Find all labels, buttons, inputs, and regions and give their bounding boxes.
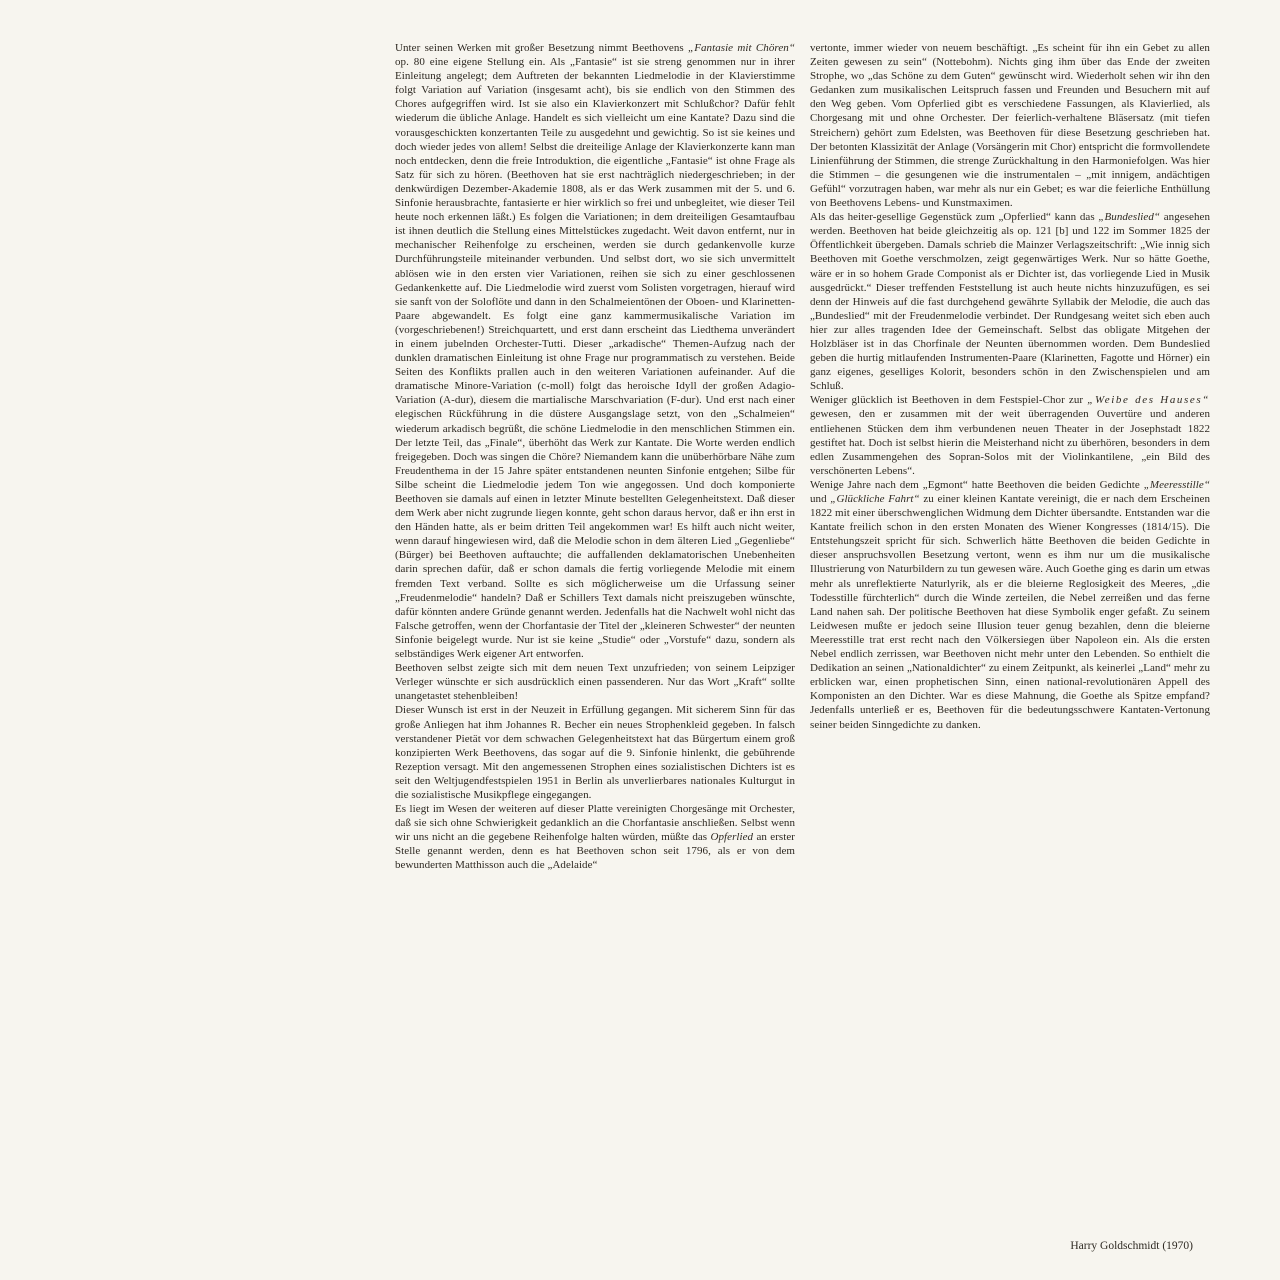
paragraph: Wenige Jahre nach dem „Egmont“ hatte Beethoven die beiden Gedichte „Meeresstille“ und „Glückliche Fahrt“ zu einer kleinen Kantate vereinigt, die er nach dem Erscheinen 1822 mit einer überschwenglichen Widmung dem Dichter übersandte. Entstanden war die Kantate freilich schon in den ersten Monaten des Wiener Kongresses (1814/15). Die Entstehungszeit spricht für sich. Schwerlich hätte Beethoven die beiden Gedichte in dieser anspruchsvollen Besetzung vertont, wenn es ihm nur um die musikalische Illustrierung von Naturbildern zu tun gewesen wäre. Auch Goethe ging es darin um etwas mehr als unreflektierte Naturlyrik, als er die bleierne Reglosigkeit des Meeres, „die Todesstille fürchterlich“ durch die Winde zerteilen, die Nebel zerreißen und das ferne Land nahen sah. Der politische Beethoven hat diese Symbolik enger gefaßt. Zu seinem Leidwesen mußte er jedoch seine Illusion teuer genug bezahlen, denn die bleierne Meeresstille trat erst recht nach den Völkersiegen über Napoleon ein. Als die ersten Nebel endlich zerrissen, war Beethoven nicht mehr unter den Lebenden. So enthielt die Dedikation an seinen „Nationaldichter“ zu einem Zeitpunkt, als keinerlei „Land“ mehr zu erblicken war, einen prophetischen Sinn, einen national-revolutionären Appell des Komponisten an den Dichter. War es diese Mahnung, die Goethe als Spitze empfand? Jedenfalls unterließ er es, Beethoven für die bedeutungsschwere Kantaten-Vertonung seiner beiden Sinngedichte zu danken. xyxy=(810,478,1210,731)
italic-text: „Meeresstille“ xyxy=(1143,478,1210,491)
italic-text: Opferlied xyxy=(710,831,754,844)
paragraph: Es liegt im Wesen der weiteren auf dieser Platte vereinigten Chorgesänge mit Orchester, daß sie sich ohne Schwierigkeit gedanklich an die Chorfantasie anschließen. Selbst wenn wir uns nicht an die gegebene Reihenfolge halten würden, müßte das Opferlied an erster Stelle genannt werden, denn es hat Beethoven schon seit 1796, als er von dem bewunderten Matthisson auch die „Adelaide“ xyxy=(395,803,796,872)
left-column xyxy=(395,41,795,873)
right-column xyxy=(810,41,1210,732)
paragraph: vertonte, immer wieder von neuem beschäftigt. „Es scheint für ihn ein Gebet zu allen Zeiten gewesen zu sein“ (Nottebohm). Nichts ging ihm über das Ende der zweiten Strophe, wo „das Schöne zu dem Guten“ gewünscht wird. Wiederholt sehen wir ihn den Gedanken zum musikalischen Leitspruch fassen und Freunden und Besuchern mit auf den Weg geben. Vom Opferlied gibt es verschiedene Fassungen, als Klavierlied, als Chorgesang mit und ohne Orchester. Der feierlich-verhaltene Bläsersatz (mit tiefen Streichern) gehört zum Edelsten, was Beethoven für diese Besetzung geschrieben hat. Der betonten Klassizität der Anlage (Vorsängerin mit Chor) entspricht die formvollendete Linienführung der Stimmen, die strenge Zurückhaltung in den Harmoniefolgen. Was hier die Stimmen – die gesungenen wie die instrumentalen – „mit innigem, andächtigen Gefühl“ vorzutragen haben, war mehr als nur ein Gebet; es war die feierliche Enthüllung von Beethovens Lebens- und Kunstmaximen. xyxy=(810,42,1210,210)
paragraph: Beethoven selbst zeigte sich mit dem neuen Text unzufrieden; von seinem Leipziger Verleger wünschte er sich ausdrücklich einen passenderen. Nur das Wort „Kraft“ sollte unangetastet stehenbleiben! xyxy=(395,662,795,703)
italic-text: „Glückliche Fahrt“ xyxy=(830,493,920,505)
paragraph: Als das heiter-gesellige Gegenstück zum „Opferlied“ kann das „Bundeslied“ angesehen werden. Beethoven hat beide gleichzeitig als op. 121 [b] und 122 im Sommer 1825 der Öffentlichkeit übergeben. Damals schrieb die Mainzer Verlagszeitschrift: „Wie innig sich Beethoven mit Goethe verschmolzen, zeigt gegenwärtiges Werk. Nur so hätte Goethe, wäre er in so hohem Grade Componist als er Dichter ist, das vorliegende Lied in Musik ausgedrückt.“ Dieser treffenden Feststellung ist auch heute nichts hinzuzufügen, es sei denn der Hinweis auf die fast durchgehend gewährte Syllabik der Melodie, die auch das „Bundeslied“ mit der Freudenmelodie verbindet. Der Rundgesang weitet sich eben auch hier zur alles tragenden Idee der Gemeinschaft. Selbst das obligate Mitgehen der Holzbläser ist in das Chorfinale der Neunten übernommen worden. Dem Bundeslied geben die hurtig mitlaufenden Instrumenten-Paare (Klarinetten, Fagotte und Hörner) ein ganz eigenes, geselliges Kolorit, besonders schön in den Zwischenspielen und am Schluß. xyxy=(810,211,1210,393)
author-signature: Harry Goldschmidt (1970) xyxy=(1070,1240,1193,1252)
italic-text: „Weibe des Hauses“ xyxy=(1087,394,1210,407)
italic-text: „Bundeslied“ xyxy=(1098,211,1161,224)
paragraph: Weniger glücklich ist Beethoven in dem Festspiel-Chor zur „Weibe des Hauses“ gewesen, den er zusammen mit der weit überragenden Ouvertüre und anderen entliehenen Stücken dem ihm verbundenen neuen Theater in der Josephstadt 1822 gestiftet hat. Doch ist selbst hierin die Meisterhand nicht zu überhören, besonders in dem edlen Zusammengehen des Sopran-Solos mit der Violinkantilene, „ein Bild des verschönerten Lebens“. xyxy=(810,394,1210,477)
paragraph: Unter seinen Werken mit großer Besetzung nimmt Beethovens „Fantasie mit Chören“ op. 80 eine eigene Stellung ein. Als „Fantasie“ ist sie streng genommen nur in ihrer Einleitung angelegt; dem Auftreten der bekannten Liedmelodie in der Klavierstimme folgt Variation auf Variation (insgesamt acht), bis sie endlich von den Stimmen des Chores aufgegriffen wird. Ist sie also ein Klavierkonzert mit Schlußchor? Dafür fehlt wiederum die übliche Anlage. Handelt es sich vielleicht um eine Kantate? Dazu sind die vorausgeschickten konzertanten Teile zu ausgedehnt und gewichtig. So ist sie keines und doch wieder jedes von allem! Selbst die dreiteilige Anlage der Klavierkonzerte kann man noch entdecken, denn die freie Introduktion, die eigentliche „Fantasie“ ist ohne Frage als Satz für sich zu hören. (Beethoven hat sie erst nachträglich niedergeschrieben; in der denkwürdigen Dezember-Akademie 1808, als er das Werk zusammen mit der 5. und 6. Sinfonie herausbrachte, fantasierte er hier wirklich so frei und unbegleitet, wie dieser Teil heute noch erkennen läßt.) Es folgen die Variationen; in dem dreiteiligen Gesamtaufbau ist ihnen deutlich die Stellung eines Mittelstückes zugedacht. Weit davon entfernt, nur in mechanischer Reihenfolge zu erscheinen, werden sie durch gedankenvolle kurze Durchführungsteile miteinander verbunden. Und selbst dort, wo sie sich unvermittelt ablösen wie in den ersten vier Variationen, reihen sie sich zu einer geschlossenen Gedankenkette auf. Die Liedmelodie wird zuerst vom Solisten vorgetragen, hierauf wird sie sanft von der Soloflöte und dann in den Schalmeientönen der Oboen- und Klarinetten-Paare abgewandelt. Es folgt eine ganz kammermusikalische Variation im (vorgeschriebenen!) Streichquartett, und erst dann erscheint das Liedthema unverändert in einem jubelnden Orchester-Tutti. Dieser „arkadische“ Themen-Aufzug nach der dunklen dramatischen Einleitung ist ohne Frage nur programmatisch zu verstehen. Beide Seiten des Konflikts prallen auch in den weiteren Variationen aufeinander. Auf die dramatische Minore-Variation (c-moll) folgt das heroische Idyll der großen Adagio-Variation (A-dur), diesem die martialische Marschvariation (F-dur). Und erst nach einer elegischen Rückführung in die düstere Ausgangslage setzt, von den „Schalmeien“ wiederum arkadisch begrüßt, die schöne Liedmelodie in den menschlichen Stimmen ein. Der letzte Teil, das „Finale“, überhöht das Werk zur Kantate. Die Worte werden endlich freigegeben. Doch was singen die Chöre? Niemandem kann die unüberhörbare Nähe zum Freudenthema in der 15 Jahre später entstandenen neunten Sinfonie entgehen; Silbe für Silbe scheint die Liedmelodie jedem Ton wie angegossen. Und doch komponierte Beethoven sie damals auf einen in letzter Minute bestellten Gelegenheitstext. Daß dieser dem Werk aber nicht zugrunde liegen konnte, geht schon daraus hervor, daß er ihn erst in den Händen hatte, als er beim dritten Teil angekommen war! Es hilft auch nicht weiter, wenn darauf hingewiesen wird, daß die Melodie schon in dem älteren Lied „Gegenliebe“ (Bürger) bei Beethoven auftauchte; die auffallenden deklamatorischen Unebenheiten darin sprechen dafür, daß er schon damals die fertig vorliegende Melodie mit einem fremden Text verband. Sollte es sich möglicherweise um die Urfassung seiner „Freudenmelodie“ handeln? Daß er Schillers Text damals nicht preiszugeben wünschte, dafür könnten andere Gründe genannt werden. Jedenfalls hat die Nachwelt wohl nicht das Falsche getroffen, wenn der Chorfantasie der Titel der „kleineren Schwester“ der neunten Sinfonie beigelegt wurde. Nur ist sie keine „Studie“ oder „Vorstufe“ dazu, sondern als selbständiges Werk eigener Art entworfen. xyxy=(395,42,795,661)
paragraph: Dieser Wunsch ist erst in der Neuzeit in Erfüllung gegangen. Mit sicherem Sinn für das große Anliegen hat ihm Johannes R. Becher ein neues Strophenkleid gegeben. In falsch verstandener Pietät vor dem schwachen Gelegenheitstext hat das Bürgertum einem groß konzipierten Werk Beethovens, das sogar auf die 9. Sinfonie hinlenkt, die gebührende Rezeption versagt. Mit den angemessenen Strophen eines sozialistischen Dichters ist es seit den Weltjugendfestspielen 1951 in Berlin als unverlierbares nationales Kulturgut in die sozialistische Musikpflege eingegangen. xyxy=(395,704,795,801)
italic-text: „Fantasie mit Chören“ xyxy=(688,42,795,54)
